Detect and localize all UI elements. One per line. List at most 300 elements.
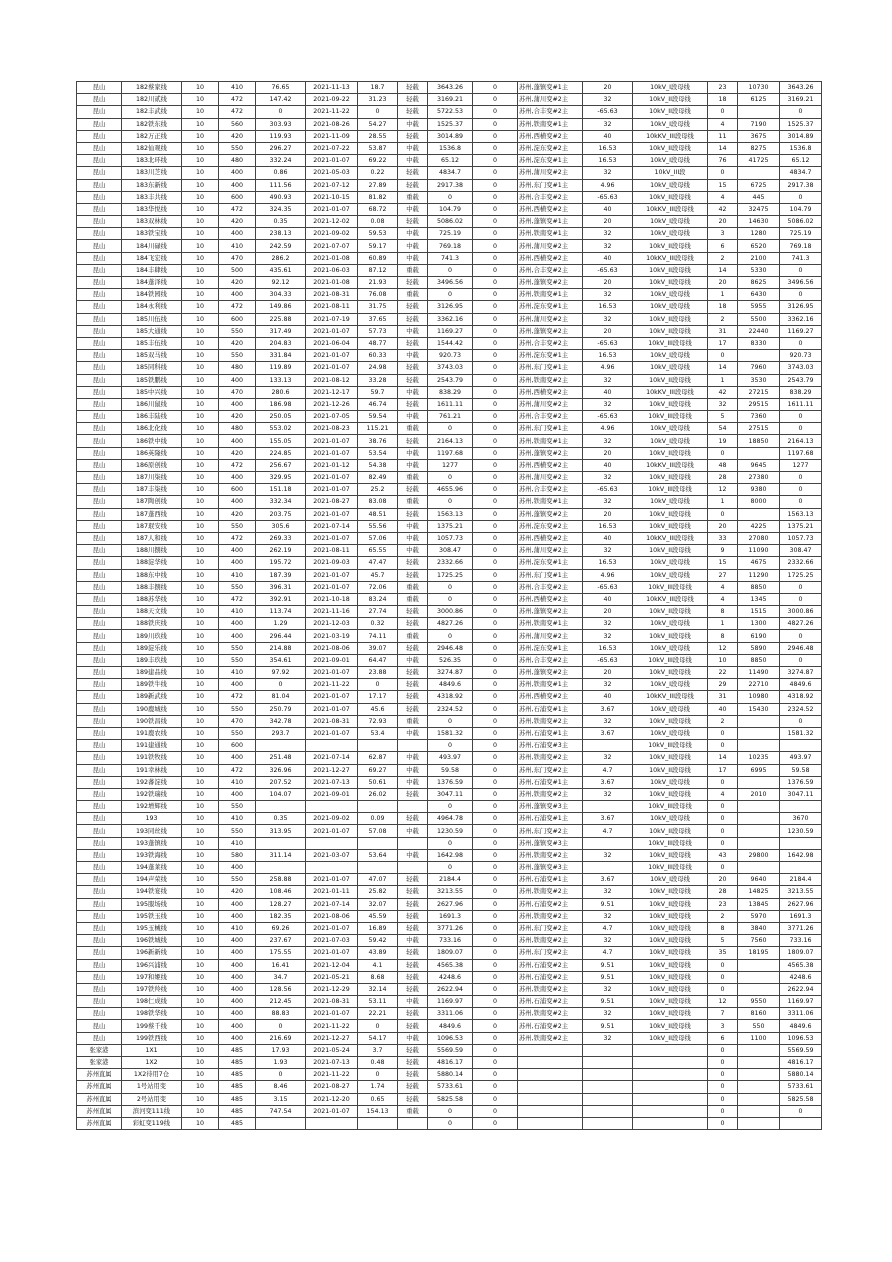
cell-region: 昆山 — [77, 179, 122, 191]
cell-region: 苏州直属 — [77, 1105, 122, 1117]
cell-margin: 4318.92 — [428, 691, 473, 703]
cell-voltage: 10 — [182, 362, 219, 374]
cell-load: 305.6 — [256, 520, 306, 532]
cell-flag: 0 — [473, 277, 518, 289]
cell-date: 2021-01-07 — [306, 947, 358, 959]
cell-voltage: 10 — [182, 94, 219, 106]
cell-capacity — [738, 1117, 780, 1129]
cell-available: 5825.58 — [780, 1093, 822, 1105]
cell-margin: 2164.13 — [428, 435, 473, 447]
cell-rate: 0.09 — [358, 813, 398, 825]
cell-status: 中载 — [398, 996, 428, 1008]
cell-rated: 550 — [219, 874, 256, 886]
cell-flag: 0 — [473, 155, 518, 167]
cell-date: 2021-05-24 — [306, 1044, 358, 1056]
cell-line-name: 182蔡家线 — [122, 82, 182, 94]
cell-rate: 27.89 — [358, 179, 398, 191]
cell-busbar: 10kV_I段母线 — [633, 557, 708, 569]
cell-margin: 0 — [428, 862, 473, 874]
cell-capacity: 9550 — [738, 996, 780, 1008]
cell-voltage: 10 — [182, 691, 219, 703]
cell-temp: 32 — [583, 752, 633, 764]
cell-count: 0 — [708, 167, 738, 179]
cell-status: 中载 — [398, 411, 428, 423]
cell-region: 昆山 — [77, 874, 122, 886]
cell-capacity — [738, 1093, 780, 1105]
table-row — [77, 203, 822, 215]
cell-region: 昆山 — [77, 252, 122, 264]
cell-available: 2622.94 — [780, 983, 822, 995]
cell-margin: 1230.59 — [428, 825, 473, 837]
cell-busbar: 10kV_I段母线 — [633, 435, 708, 447]
cell-line-name: 188川捌线 — [122, 545, 182, 557]
cell-rated: 550 — [219, 350, 256, 362]
cell-date: 2021-01-07 — [306, 874, 358, 886]
cell-capacity: 11490 — [738, 667, 780, 679]
cell-voltage: 10 — [182, 337, 219, 349]
cell-substation: 苏州,铁南变#2主 — [518, 374, 583, 386]
cell-voltage: 10 — [182, 191, 219, 203]
cell-count: 33 — [708, 532, 738, 544]
cell-status: 中载 — [398, 447, 428, 459]
cell-line-name: 191幸林线 — [122, 764, 182, 776]
cell-load: 17.93 — [256, 1044, 306, 1056]
cell-temp: 16.53 — [583, 350, 633, 362]
cell-margin: 1725.25 — [428, 569, 473, 581]
cell-busbar: 10kV_II段母线 — [633, 959, 708, 971]
cell-status: 中载 — [398, 520, 428, 532]
cell-rated: 400 — [219, 1008, 256, 1020]
cell-load: 76.65 — [256, 82, 306, 94]
table-row — [77, 935, 822, 947]
cell-load: 81.04 — [256, 691, 306, 703]
cell-margin: 5569.59 — [428, 1044, 473, 1056]
cell-busbar: 10kKV_III段母线 — [633, 593, 708, 605]
cell-date: 2021-08-27 — [306, 1081, 358, 1093]
cell-temp: 32 — [583, 167, 633, 179]
cell-status: 中载 — [398, 752, 428, 764]
cell-region: 昆山 — [77, 496, 122, 508]
cell-busbar — [633, 1069, 708, 1081]
cell-status — [398, 862, 428, 874]
cell-rated: 420 — [219, 277, 256, 289]
cell-line-name: 185同科线 — [122, 362, 182, 374]
cell-date — [306, 1117, 358, 1129]
cell-date: 2021-01-07 — [306, 532, 358, 544]
cell-margin: 4834.7 — [428, 167, 473, 179]
cell-voltage: 10 — [182, 959, 219, 971]
cell-available: 2627.96 — [780, 898, 822, 910]
table-row — [77, 423, 822, 435]
cell-capacity: 2100 — [738, 252, 780, 264]
cell-region: 昆山 — [77, 411, 122, 423]
cell-temp: 32 — [583, 545, 633, 557]
cell-flag: 0 — [473, 228, 518, 240]
cell-date: 2021-01-07 — [306, 435, 358, 447]
cell-busbar: 10kV_II段母线 — [633, 472, 708, 484]
cell-available: 4827.26 — [780, 618, 822, 630]
cell-flag: 0 — [473, 898, 518, 910]
cell-flag: 0 — [473, 788, 518, 800]
cell-temp: 16.53 — [583, 520, 633, 532]
cell-rated: 472 — [219, 94, 256, 106]
cell-substation: 苏州,铁南变#2主 — [518, 715, 583, 727]
cell-load: 3.15 — [256, 1093, 306, 1105]
cell-date: 2021-01-07 — [306, 203, 358, 215]
cell-region: 昆山 — [77, 289, 122, 301]
cell-flag: 0 — [473, 935, 518, 947]
cell-voltage: 10 — [182, 167, 219, 179]
cell-rated: 472 — [219, 593, 256, 605]
cell-load: 0 — [256, 1020, 306, 1032]
cell-count: 2 — [708, 313, 738, 325]
cell-voltage: 10 — [182, 508, 219, 520]
cell-date: 2021-01-07 — [306, 155, 358, 167]
cell-count: 28 — [708, 886, 738, 898]
cell-voltage: 10 — [182, 1032, 219, 1044]
cell-capacity: 1300 — [738, 618, 780, 630]
cell-capacity — [738, 959, 780, 971]
cell-status: 轻载 — [398, 788, 428, 800]
cell-busbar: 10kV_II段母线 — [633, 996, 708, 1008]
cell-voltage: 10 — [182, 1057, 219, 1069]
cell-rated: 472 — [219, 301, 256, 313]
cell-count: 2 — [708, 252, 738, 264]
cell-region: 昆山 — [77, 82, 122, 94]
cell-capacity — [738, 837, 780, 849]
cell-temp: -65.63 — [583, 191, 633, 203]
cell-capacity: 22710 — [738, 679, 780, 691]
cell-margin: 2917.38 — [428, 179, 473, 191]
cell-line-name: 187珉安线 — [122, 520, 182, 532]
cell-count: 15 — [708, 557, 738, 569]
cell-region: 昆山 — [77, 337, 122, 349]
cell-region: 昆山 — [77, 94, 122, 106]
cell-load: 147.42 — [256, 94, 306, 106]
cell-available: 3274.87 — [780, 667, 822, 679]
cell-rated: 550 — [219, 142, 256, 154]
cell-date: 2021-07-03 — [306, 935, 358, 947]
cell-voltage: 10 — [182, 496, 219, 508]
cell-status: 中载 — [398, 155, 428, 167]
cell-count: 0 — [708, 1081, 738, 1093]
cell-date: 2021-08-06 — [306, 642, 358, 654]
data-table — [76, 81, 822, 1130]
table-row — [77, 520, 822, 532]
cell-margin: 3169.21 — [428, 94, 473, 106]
cell-flag: 0 — [473, 886, 518, 898]
cell-region: 苏州直属 — [77, 1093, 122, 1105]
cell-status: 轻载 — [398, 703, 428, 715]
cell-margin: 4849.6 — [428, 1020, 473, 1032]
cell-load: 119.89 — [256, 362, 306, 374]
cell-rate: 45.7 — [358, 569, 398, 581]
table-row — [77, 142, 822, 154]
cell-flag: 0 — [473, 118, 518, 130]
cell-voltage: 10 — [182, 179, 219, 191]
cell-load: 326.96 — [256, 764, 306, 776]
cell-flag: 0 — [473, 557, 518, 569]
cell-line-name: 184蓬泽线 — [122, 277, 182, 289]
cell-available: 2946.48 — [780, 642, 822, 654]
cell-margin: 725.19 — [428, 228, 473, 240]
table-row — [77, 1008, 822, 1020]
cell-temp: 32 — [583, 886, 633, 898]
cell-load: 216.69 — [256, 1032, 306, 1044]
table-row — [77, 813, 822, 825]
cell-rated: 472 — [219, 459, 256, 471]
table-row — [77, 569, 822, 581]
cell-capacity — [738, 727, 780, 739]
cell-load: 304.33 — [256, 289, 306, 301]
cell-load: 151.18 — [256, 484, 306, 496]
table-row — [77, 959, 822, 971]
cell-date: 2021-01-07 — [306, 350, 358, 362]
cell-line-name: 195铁玉线 — [122, 910, 182, 922]
cell-margin: 1169.97 — [428, 996, 473, 1008]
cell-margin: 5733.61 — [428, 1081, 473, 1093]
cell-voltage: 10 — [182, 849, 219, 861]
cell-count: 3 — [708, 228, 738, 240]
cell-capacity — [738, 801, 780, 813]
cell-voltage: 10 — [182, 118, 219, 130]
cell-status: 重载 — [398, 630, 428, 642]
cell-date: 2021-07-13 — [306, 776, 358, 788]
cell-line-name: 191铁牧线 — [122, 752, 182, 764]
cell-busbar: 10kV_I段母线 — [633, 301, 708, 313]
cell-temp: 20 — [583, 508, 633, 520]
cell-flag: 0 — [473, 142, 518, 154]
cell-voltage: 10 — [182, 837, 219, 849]
cell-date: 2021-07-07 — [306, 240, 358, 252]
cell-line-name: 187蓬西线 — [122, 508, 182, 520]
cell-busbar: 10kV_II段母线 — [633, 898, 708, 910]
cell-temp: 32 — [583, 472, 633, 484]
cell-busbar: 10kV_I段母线 — [633, 423, 708, 435]
cell-temp: 20 — [583, 325, 633, 337]
cell-status: 轻载 — [398, 508, 428, 520]
cell-status: 中载 — [398, 849, 428, 861]
cell-substation: 苏州,铁南变#1主 — [518, 679, 583, 691]
cell-available: 3169.21 — [780, 94, 822, 106]
cell-rate: 0.32 — [358, 618, 398, 630]
cell-margin: 2627.96 — [428, 898, 473, 910]
cell-region: 昆山 — [77, 618, 122, 630]
cell-temp: 9.51 — [583, 996, 633, 1008]
cell-flag: 0 — [473, 472, 518, 484]
cell-status: 轻载 — [398, 813, 428, 825]
cell-voltage: 10 — [182, 740, 219, 752]
cell-rate: 33.28 — [358, 374, 398, 386]
cell-date: 2021-08-31 — [306, 996, 358, 1008]
cell-line-name: 194蓬莱线 — [122, 862, 182, 874]
cell-region: 昆山 — [77, 484, 122, 496]
cell-region: 昆山 — [77, 862, 122, 874]
cell-substation: 苏州,西横变#2主 — [518, 532, 583, 544]
cell-date: 2021-06-03 — [306, 264, 358, 276]
cell-rate: 47.07 — [358, 874, 398, 886]
cell-substation: 苏州,东门变#1主 — [518, 179, 583, 191]
cell-count: 32 — [708, 398, 738, 410]
cell-status — [398, 740, 428, 752]
cell-busbar: 10kV_II段母线 — [633, 1020, 708, 1032]
cell-rate: 25.2 — [358, 484, 398, 496]
cell-margin: 1525.37 — [428, 118, 473, 130]
cell-rate: 45.59 — [358, 910, 398, 922]
cell-count: 20 — [708, 874, 738, 886]
cell-rated: 420 — [219, 447, 256, 459]
cell-count: 0 — [708, 350, 738, 362]
cell-margin: 2324.52 — [428, 703, 473, 715]
cell-date: 2021-01-08 — [306, 277, 358, 289]
cell-margin: 0 — [428, 264, 473, 276]
cell-rated: 410 — [219, 667, 256, 679]
cell-status: 轻载 — [398, 874, 428, 886]
cell-flag: 0 — [473, 203, 518, 215]
cell-line-name: 彩虹变119线 — [122, 1117, 182, 1129]
cell-status: 轻载 — [398, 435, 428, 447]
cell-substation: 苏州,蒲川变#2主 — [518, 398, 583, 410]
cell-line-name: 187丰柒线 — [122, 484, 182, 496]
cell-rate: 69.27 — [358, 764, 398, 776]
cell-count: 1 — [708, 289, 738, 301]
cell-region: 昆山 — [77, 277, 122, 289]
cell-voltage: 10 — [182, 618, 219, 630]
cell-margin: 59.58 — [428, 764, 473, 776]
cell-region: 昆山 — [77, 203, 122, 215]
cell-margin: 838.29 — [428, 386, 473, 398]
cell-rated: 400 — [219, 862, 256, 874]
cell-temp: -65.63 — [583, 411, 633, 423]
table-row — [77, 1057, 822, 1069]
table-row — [77, 752, 822, 764]
cell-flag: 0 — [473, 264, 518, 276]
cell-temp: 32 — [583, 435, 633, 447]
cell-count: 20 — [708, 520, 738, 532]
cell-load: 313.95 — [256, 825, 306, 837]
cell-count: 4 — [708, 581, 738, 593]
cell-region: 昆山 — [77, 1032, 122, 1044]
cell-status: 轻载 — [398, 898, 428, 910]
cell-available: 2917.38 — [780, 179, 822, 191]
cell-region: 昆山 — [77, 715, 122, 727]
cell-status: 中载 — [398, 776, 428, 788]
cell-line-name: 193蓬镇线 — [122, 837, 182, 849]
cell-flag: 0 — [473, 216, 518, 228]
cell-rate: 59.54 — [358, 411, 398, 423]
cell-flag: 0 — [473, 593, 518, 605]
cell-load: 203.75 — [256, 508, 306, 520]
cell-capacity: 41725 — [738, 155, 780, 167]
cell-count: 6 — [708, 240, 738, 252]
cell-rate: 24.98 — [358, 362, 398, 374]
cell-margin: 1581.32 — [428, 727, 473, 739]
cell-date: 2021-08-12 — [306, 374, 358, 386]
cell-line-name: 183华悦线 — [122, 203, 182, 215]
table-row — [77, 703, 822, 715]
cell-voltage: 10 — [182, 947, 219, 959]
cell-available: 725.19 — [780, 228, 822, 240]
cell-available — [780, 837, 822, 849]
cell-available: 0 — [780, 106, 822, 118]
cell-substation — [518, 1057, 583, 1069]
cell-substation: 苏州,石浦变#2主 — [518, 1020, 583, 1032]
cell-busbar: 10kV_II段母线 — [633, 788, 708, 800]
table-row — [77, 849, 822, 861]
cell-rate: 54.38 — [358, 459, 398, 471]
cell-rate: 64.47 — [358, 654, 398, 666]
cell-voltage: 10 — [182, 1105, 219, 1117]
cell-busbar: 10kV_I段母线 — [633, 813, 708, 825]
table-row — [77, 618, 822, 630]
cell-available: 0 — [780, 289, 822, 301]
cell-rated: 480 — [219, 362, 256, 374]
cell-margin: 104.79 — [428, 203, 473, 215]
cell-status: 轻载 — [398, 983, 428, 995]
cell-available: 1581.32 — [780, 727, 822, 739]
cell-voltage: 10 — [182, 532, 219, 544]
cell-margin: 3213.55 — [428, 886, 473, 898]
cell-line-name: 185铁鹏线 — [122, 374, 182, 386]
cell-rate: 53.11 — [358, 996, 398, 1008]
cell-substation: 苏州,东门变#1主 — [518, 423, 583, 435]
cell-load: 250.79 — [256, 703, 306, 715]
table-row — [77, 118, 822, 130]
cell-count: 42 — [708, 203, 738, 215]
cell-flag: 0 — [473, 691, 518, 703]
cell-available — [780, 801, 822, 813]
cell-busbar: 10kV_II段母线 — [633, 545, 708, 557]
cell-flag: 0 — [473, 1032, 518, 1044]
cell-load: 88.83 — [256, 1008, 306, 1020]
cell-voltage: 10 — [182, 545, 219, 557]
cell-count: 42 — [708, 386, 738, 398]
table-row — [77, 179, 822, 191]
cell-status: 轻载 — [398, 557, 428, 569]
cell-flag: 0 — [473, 874, 518, 886]
cell-margin: 1809.07 — [428, 947, 473, 959]
cell-substation: 苏州,淀东变#1主 — [518, 642, 583, 654]
cell-date: 2021-11-22 — [306, 106, 358, 118]
cell-status: 轻载 — [398, 642, 428, 654]
cell-rate: 76.08 — [358, 289, 398, 301]
cell-count: 28 — [708, 472, 738, 484]
cell-rated: 600 — [219, 484, 256, 496]
cell-rate: 38.76 — [358, 435, 398, 447]
cell-load: 332.24 — [256, 155, 306, 167]
cell-line-name: 197和姬线 — [122, 971, 182, 983]
cell-voltage: 10 — [182, 484, 219, 496]
cell-capacity: 27215 — [738, 386, 780, 398]
cell-temp: 9.51 — [583, 959, 633, 971]
table-row — [77, 435, 822, 447]
cell-load: 204.83 — [256, 337, 306, 349]
cell-date — [306, 740, 358, 752]
cell-temp: 32 — [583, 935, 633, 947]
cell-flag: 0 — [473, 411, 518, 423]
cell-rate: 82.49 — [358, 472, 398, 484]
cell-status: 中载 — [398, 228, 428, 240]
cell-region: 昆山 — [77, 508, 122, 520]
cell-line-name: 189铁牛线 — [122, 679, 182, 691]
cell-count: 0 — [708, 1093, 738, 1105]
cell-region: 昆山 — [77, 130, 122, 142]
cell-region: 昆山 — [77, 679, 122, 691]
cell-available: 3496.56 — [780, 277, 822, 289]
cell-region: 昆山 — [77, 435, 122, 447]
cell-status: 轻载 — [398, 484, 428, 496]
cell-substation: 苏州,东门变#2主 — [518, 764, 583, 776]
